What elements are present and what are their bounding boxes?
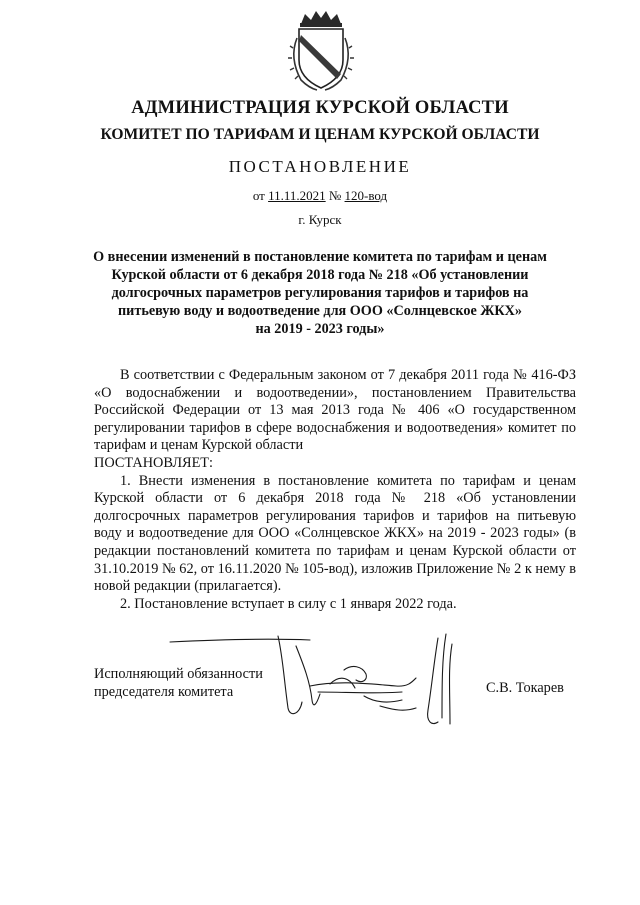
number-sign: № bbox=[328, 188, 342, 203]
subject-line: питьевую воду и водоотведение для ООО «Солнцевское ЖКХ» bbox=[118, 303, 522, 319]
decree-word: ПОСТАНОВЛЯЕТ: bbox=[94, 454, 214, 471]
coat-of-arms-icon bbox=[287, 8, 355, 92]
item-2-paragraph: 2. Постановление вступает в силу с 1 января 2022 года. bbox=[120, 595, 457, 612]
subject-line: на 2019 - 2023 годы» bbox=[255, 321, 385, 337]
document-date: 11.11.2021 bbox=[268, 188, 326, 203]
signatory-title bbox=[94, 666, 263, 701]
document-number: 120-вод bbox=[344, 188, 388, 203]
signatory-name: С.В. Токарев bbox=[486, 680, 564, 696]
committee-title: КОМИТЕТ ПО ТАРИФАМ И ЦЕНАМ КУРСКОЙ ОБЛАСТИ bbox=[100, 126, 540, 143]
document-subject bbox=[80, 248, 560, 338]
preamble-paragraph: В соответствии с Федеральным законом от 7 декабря 2011 года № 416-ФЗ «О водоснабжении и водоотведении», постановлением Правительства Российской Федерации от 13 мая 2013 года № 406 «О государственном регулировании тарифов в сфере водоснабжения и водоотведения» комитет по тарифам и ценам Курской области bbox=[94, 367, 576, 454]
document-type: ПОСТАНОВЛЕНИЕ bbox=[228, 157, 412, 176]
date-prefix: от bbox=[252, 188, 265, 203]
subject-line: О внесении изменений в постановление комитета по тарифам и ценам bbox=[93, 249, 547, 265]
city: г. Курск bbox=[298, 212, 342, 227]
document-body bbox=[94, 367, 576, 613]
subject-line: долгосрочных параметров регулирования тарифов и тарифов на bbox=[111, 285, 529, 301]
signatory-title-line: Исполняющий обязанности bbox=[94, 666, 263, 682]
subject-line: Курской области от 6 декабря 2018 года № 218 «Об установлении bbox=[111, 267, 529, 283]
item-1-paragraph: 1. Внести изменения в постановление комитета по тарифам и ценам Курской области от 6 декабря 2018 года № 218 «Об установлении долгосрочных параметров регулирования тарифов и тарифов на питьевую воду и водоотведение для ООО «Солнцевское ЖКХ» на 2019 - 2023 годы» (в редакции постановлений комитета по тарифам и ценам Курской области от 31.10.2019 № 62, от 16.11.2020 № 105-вод), изложив Приложение № 2 к нему в новой редакции (прилагается). bbox=[94, 472, 576, 595]
organization-title: АДМИНИСТРАЦИЯ КУРСКОЙ ОБЛАСТИ bbox=[131, 98, 509, 118]
date-line bbox=[0, 188, 640, 204]
signatory-title-line: председателя комитета bbox=[94, 683, 234, 700]
